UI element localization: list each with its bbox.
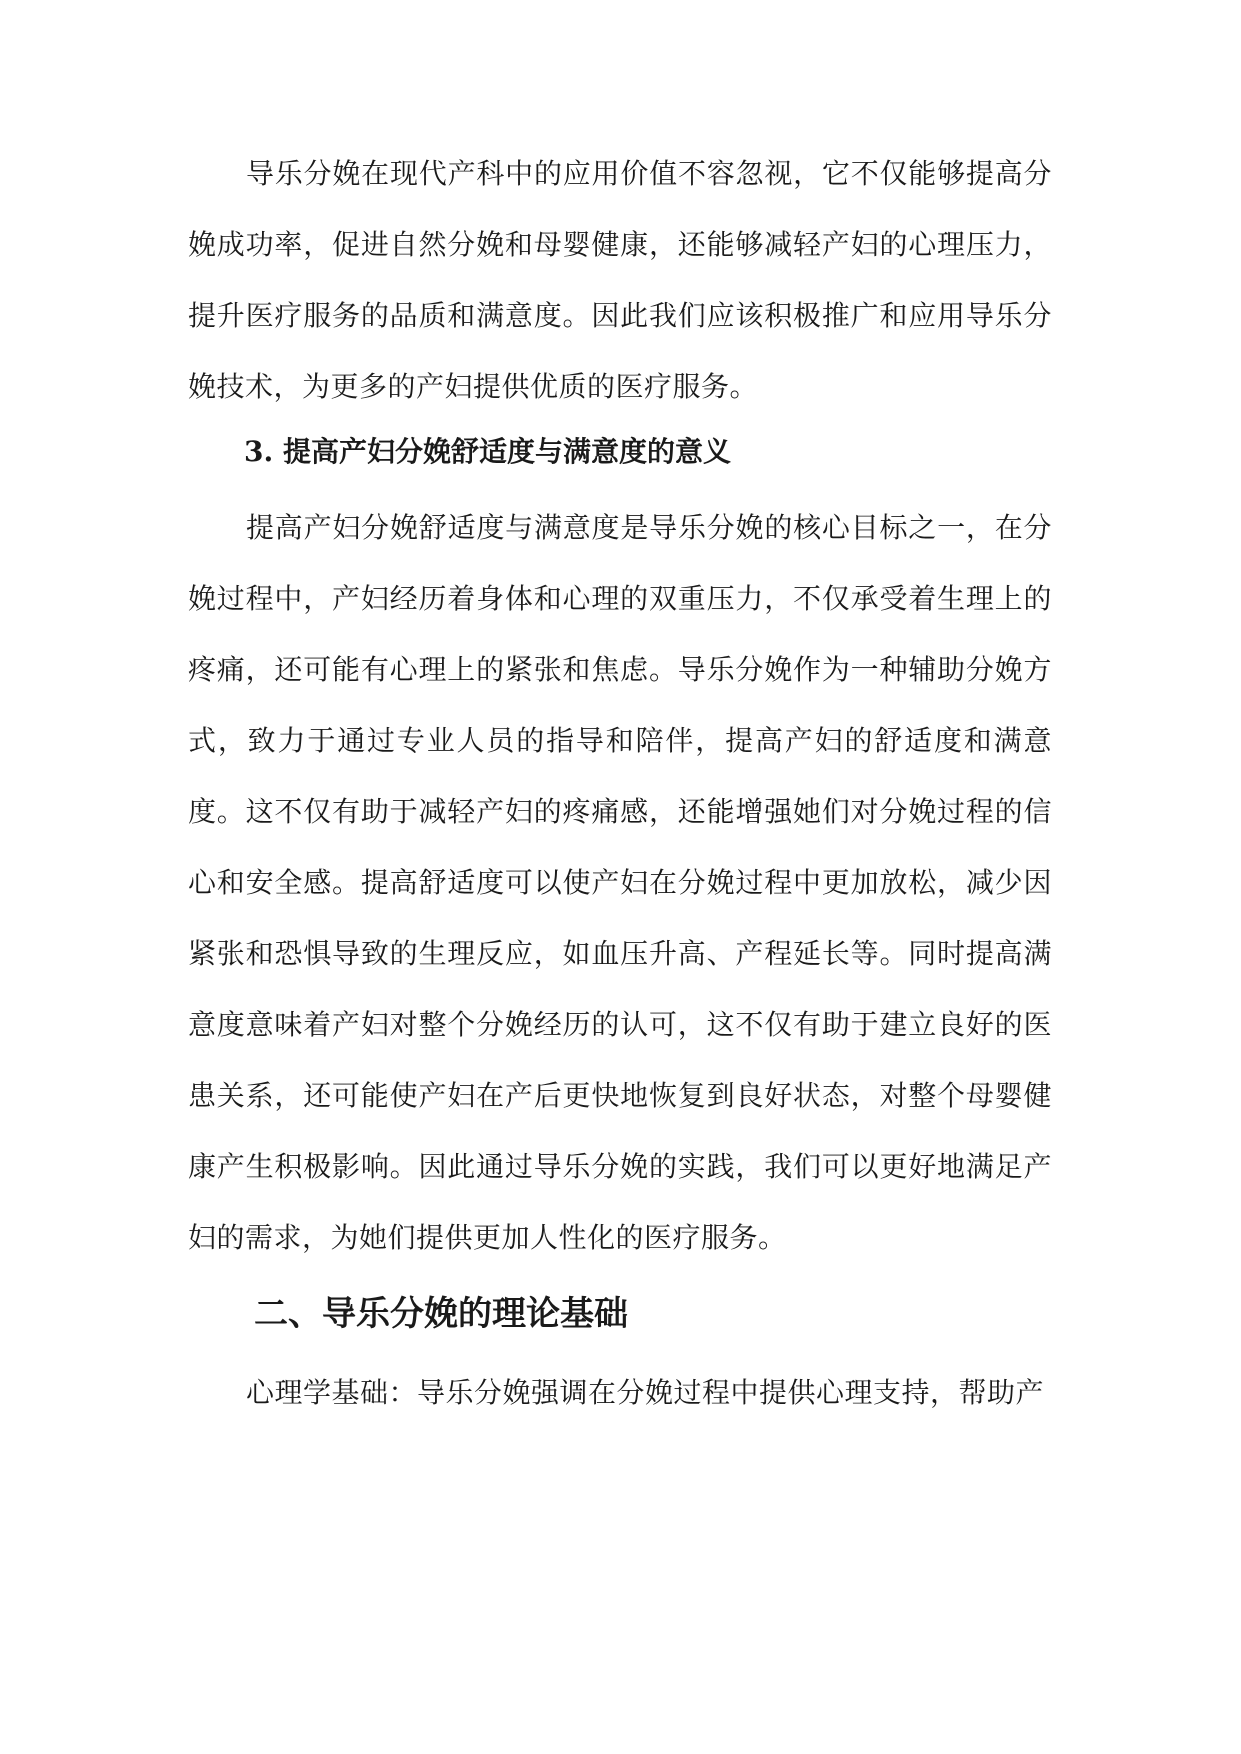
subheading-comfort-satisfaction: 3. 提高产妇分娩舒适度与满意度的意义: [244, 435, 731, 468]
paragraph-psychology-basis: 心理学基础：导乐分娩强调在分娩过程中提供心理支持，帮助产: [246, 1376, 1045, 1409]
paragraph-comfort-satisfaction: 提高产妇分娩舒适度与满意度是导乐分娩的核心目标之一，在分娩过程中，产妇经历着身体和心理的双重压力，不仅承受着生理上的疼痛，还可能有心理上的紧张和焦虑。导乐分娩作为一种辅助分娩方式，致力于通过专业人员的指导和陪伴，提高产妇的舒适度和满意度。这不仅有助于减轻产妇的疼痛感，还能增强她们对分娩过程的信心和安全感。提高舒适度可以使产妇在分娩过程中更加放松，减少因紧张和恐惧导致的生理反应，如血压升高、产程延长等。同时提高满意度意味着产妇对整个分娩经历的认可，这不仅有助于建立良好的医患关系，还可能使产妇在产后更快地恢复到良好状态，对整个母婴健康产生积极影响。因此通过导乐分娩的实践，我们可以更好地满足产妇的需求，为她们提供更加人性化的医疗服务。: [188, 511, 1052, 1254]
section-heading-theory: 二、导乐分娩的理论基础: [254, 1294, 628, 1334]
paragraph-application-value: 导乐分娩在现代产科中的应用价值不容忽视，它不仅能够提高分娩成功率，促进自然分娩和母婴健康，还能够减轻产妇的心理压力，提升医疗服务的品质和满意度。因此我们应该积极推广和应用导乐分娩技术，为更多的产妇提供优质的医疗服务。: [188, 157, 1052, 403]
